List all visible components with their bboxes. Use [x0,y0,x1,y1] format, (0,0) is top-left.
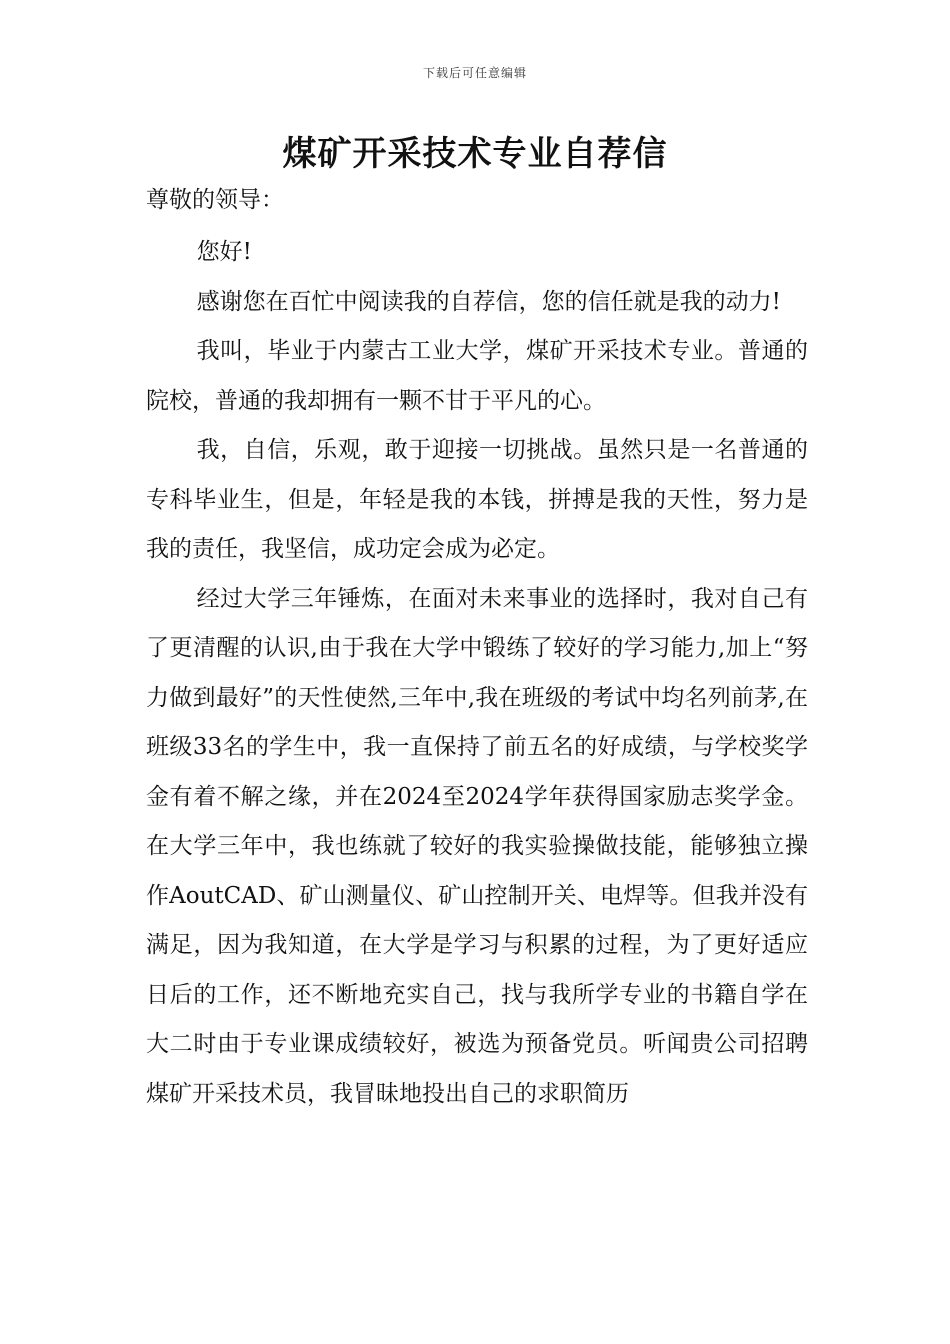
header-note: 下载后可任意编辑 [422,66,527,80]
letter-body [146,180,808,1119]
document-title: 煤矿开采技术专业自荐信 [282,134,668,174]
greeting: 您好! [196,239,252,265]
paragraph-introduction: 我叫，毕业于内蒙古工业大学，煤矿开采技术专业。普通的院校，普通的我却拥有一颗不甘于平凡的心。 [146,338,808,414]
paragraph-thanks: 感谢您在百忙中阅读我的自荐信，您的信任就是我的动力! [196,288,781,315]
salutation: 尊敬的领导： [146,187,284,213]
paragraph-experience: 经过大学三年锤炼，在面对未来事业的选择时，我对自己有了更清醒的认识,由于我在大学中锻练了较好的学习能力,加上“努力做到最好”的天性使然,三年中,我在班级的考试中均名列前茅,在班级33名的学生中，我一直保持了前五名的好成绩，与学校奖学金有着不解之缘，并在2024至2024学年获得国家励志奖学金。在大学三年中，我也练就了较好的我实验操做技能，能够独立操作AoutCAD、矿山测量仪、矿山控制开关、电焊等。但我并没有满足，因为我知道，在大学是学习与积累的过程，为了更好适应日后的工作，还不断地充实自己，找与我所学专业的书籍自学在大二时由于专业课成绩较好，被选为预备党员。听闻贵公司招聘煤矿开采技术员，我冒昧地投出自己的求职简历 [146,585,808,1107]
paragraph-character: 我，自信，乐观，敢于迎接一切挑战。虽然只是一名普通的专科毕业生，但是，年轻是我的本钱，拼搏是我的天性，努力是我的责任，我坚信，成功定会成为必定。 [146,437,808,562]
